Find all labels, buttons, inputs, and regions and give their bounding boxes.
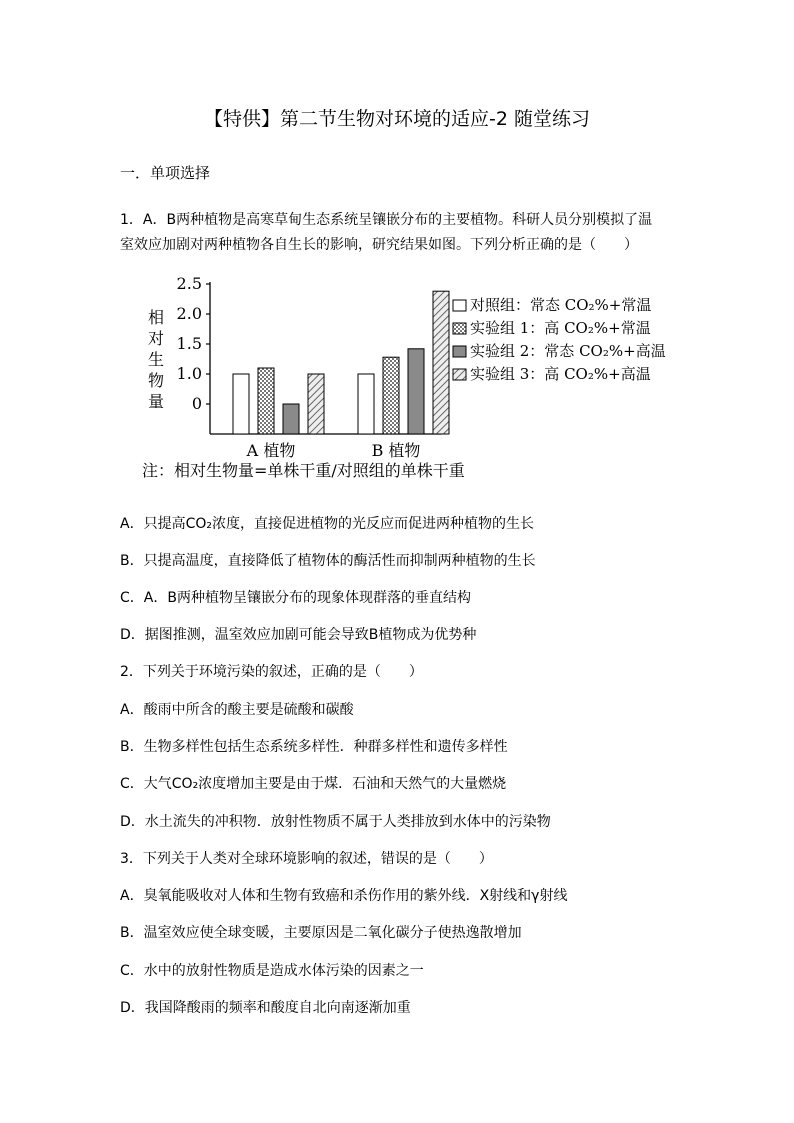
bar-b-series-1	[383, 357, 399, 434]
bar-b-series-2	[408, 349, 424, 434]
y-tick-label: 2.5	[176, 274, 202, 293]
y-axis-label-char-4: 物	[148, 371, 165, 390]
bar-a-series-2	[283, 404, 299, 434]
legend-label: 实验组 2：常态 CO₂%+高温	[470, 342, 666, 360]
q1-option-b: B．只提高温度，直接降低了植物体的酶活性而抑制两种植物的生长	[120, 553, 536, 569]
q1-option-c: C．A．B两种植物呈镶嵌分布的现象体现群落的垂直结构	[120, 590, 471, 606]
legend-label: 实验组 1：高 CO₂%+常温	[470, 319, 651, 337]
q3-stem: 3．下列关于人类对全球环境影响的叙述，错误的是（ ）	[120, 851, 493, 867]
legend-swatch	[453, 323, 466, 334]
y-tick-label: 1.0	[176, 364, 202, 383]
q1-option-d: D．据图推测，温室效应加剧可能会导致B植物成为优势种	[120, 627, 477, 643]
x-category-label: B 植物	[371, 441, 421, 460]
q3-option-d: D．我国降酸雨的频率和酸度自北向南逐渐加重	[120, 1000, 411, 1016]
q2-stem: 2．下列关于环境污染的叙述，正确的是（ ）	[120, 664, 423, 680]
y-axis-label-char-2: 对	[148, 329, 165, 348]
bar-b-series-0	[358, 374, 374, 434]
y-tick-label: 0	[191, 394, 202, 413]
chart-note: 注：相对生物量=单株干重/对照组的单株干重	[142, 461, 465, 480]
y-tick-label: 2.0	[176, 304, 202, 323]
legend-label: 实验组 3：高 CO₂%+高温	[470, 365, 651, 383]
q1-stem-line1: 1．A．B两种植物是高寒草甸生态系统呈镶嵌分布的主要植物。科研人员分别模拟了温	[120, 212, 653, 228]
q1-option-a: A．只提高CO₂浓度，直接促进植物的光反应而促进两种植物的生长	[120, 516, 534, 532]
section-heading: 一．单项选择	[120, 164, 211, 182]
x-category-label: A 植物	[246, 441, 296, 460]
q3-option-a: A．臭氧能吸收对人体和生物有致癌和杀伤作用的紫外线．X射线和γ射线	[120, 888, 568, 904]
y-tick-label: 1.5	[176, 334, 202, 353]
q3-option-c: C．水中的放射性物质是造成水体污染的因素之一	[120, 963, 424, 979]
bar-a-series-3	[308, 374, 324, 434]
legend-swatch	[453, 369, 466, 380]
legend-swatch	[453, 346, 466, 357]
y-axis-label-char-3: 生	[148, 350, 165, 369]
legend-label: 对照组：常态 CO₂%+常温	[470, 296, 652, 314]
bar-a-series-0	[233, 374, 249, 434]
bar-a-series-1	[258, 368, 274, 434]
q2-option-c: C．大气CO₂浓度增加主要是由于煤．石油和天然气的大量燃烧	[120, 776, 507, 792]
biomass-bar-chart	[140, 270, 680, 485]
bar-b-series-3	[433, 291, 449, 434]
y-axis-label-char-1: 相	[148, 308, 165, 327]
q1-stem-line2: 室效应加剧对两种植物各自生长的影响，研究结果如图。下列分析正确的是（ ）	[120, 237, 638, 253]
legend-swatch	[453, 300, 466, 311]
y-axis-label-char-5: 量	[148, 392, 165, 411]
q3-option-b: B．温室效应使全球变暖，主要原因是二氧化碳分子使热逸散增加	[120, 925, 522, 941]
q2-option-d: D．水土流失的冲积物．放射性物质不属于人类排放到水体中的污染物	[120, 814, 551, 830]
q2-option-b: B．生物多样性包括生态系统多样性．种群多样性和遗传多样性	[120, 739, 508, 755]
q2-option-a: A．酸雨中所含的酸主要是硫酸和碳酸	[120, 702, 354, 718]
page-title: 【特供】第二节生物对环境的适应-2 随堂练习	[204, 108, 590, 130]
